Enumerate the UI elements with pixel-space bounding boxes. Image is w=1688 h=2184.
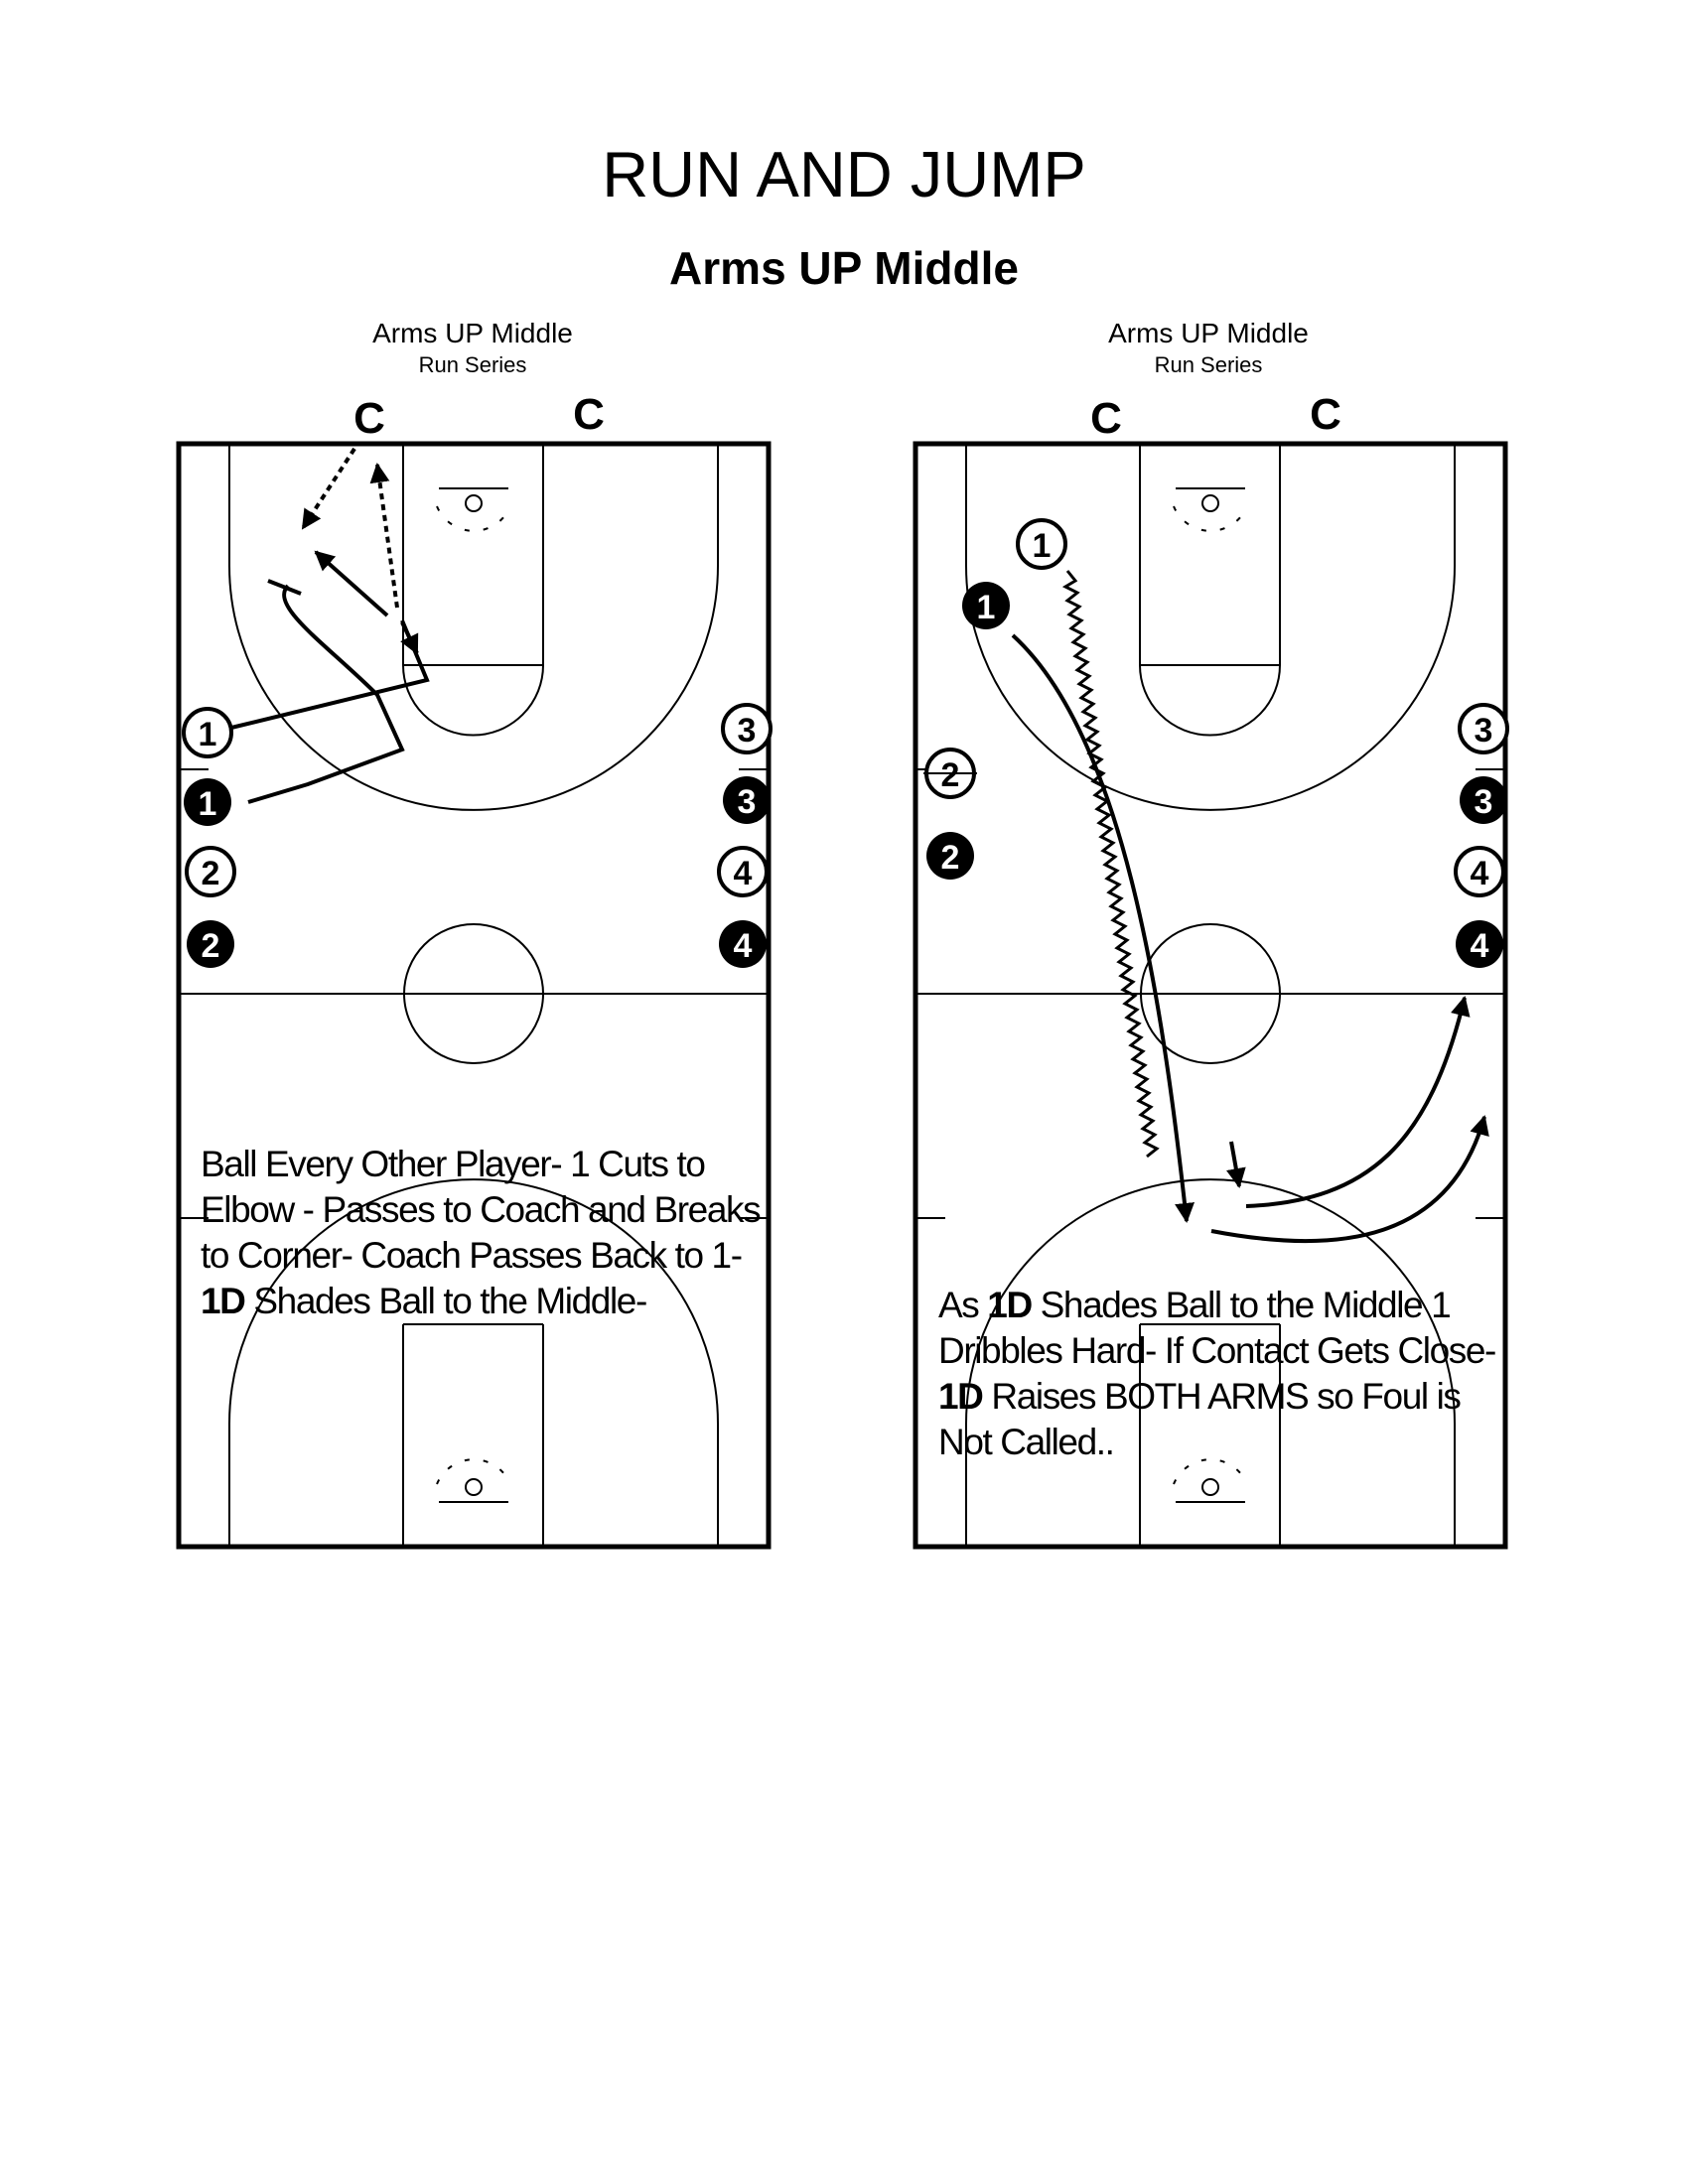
svg-text:1: 1 bbox=[198, 785, 217, 823]
court-2-paths bbox=[1013, 571, 1484, 1241]
svg-text:4: 4 bbox=[733, 855, 753, 892]
svg-text:2: 2 bbox=[201, 855, 220, 892]
svg-text:4: 4 bbox=[733, 927, 753, 965]
player-2-defense bbox=[926, 832, 974, 880]
diagram-2-title: Arms UP Middle bbox=[1108, 318, 1309, 348]
svg-text:1: 1 bbox=[976, 589, 996, 626]
page-subtitle: Arms UP Middle bbox=[669, 242, 1019, 294]
court-2-players bbox=[923, 520, 1507, 968]
player-4-defense bbox=[1456, 920, 1503, 968]
svg-text:1: 1 bbox=[198, 716, 217, 753]
svg-text:3: 3 bbox=[1474, 783, 1493, 821]
player-1-offense bbox=[1018, 520, 1065, 568]
svg-text:2: 2 bbox=[940, 839, 960, 877]
svg-text:3: 3 bbox=[737, 783, 757, 821]
coach-marker-right: C bbox=[573, 390, 605, 439]
player-3-defense bbox=[1460, 776, 1507, 824]
player-2-offense bbox=[923, 750, 977, 797]
svg-text:2: 2 bbox=[201, 927, 220, 965]
svg-text:1: 1 bbox=[1032, 527, 1052, 565]
diagram-2-description: As 1D Shades Ball to the Middle 1 Dribbles Hard- If Contact Gets Close- 1D Raises BOTH ARMS so Foul is Not Called.. bbox=[938, 1285, 1495, 1462]
diagram-1-description: Ball Every Other Player- 1 Cuts to Elbow - Passes to Coach and Breaks to Corner- Coach Passes Back to 1- 1D Shades Ball to the Middle- bbox=[201, 1144, 761, 1321]
diagram-1-title: Arms UP Middle bbox=[372, 318, 573, 348]
diagram-2-subtitle: Run Series bbox=[1154, 352, 1263, 377]
player-1-defense bbox=[962, 582, 1010, 629]
svg-text:2: 2 bbox=[940, 756, 960, 794]
diagram-1-subtitle: Run Series bbox=[418, 352, 527, 377]
svg-text:4: 4 bbox=[1470, 855, 1489, 892]
player-4-offense bbox=[1456, 848, 1503, 895]
page-title: RUN AND JUMP bbox=[602, 138, 1086, 210]
coach-marker-right: C bbox=[1310, 390, 1341, 439]
svg-text:3: 3 bbox=[737, 712, 757, 750]
svg-text:3: 3 bbox=[1474, 712, 1493, 750]
svg-text:4: 4 bbox=[1470, 927, 1489, 965]
player-3-offense bbox=[1460, 705, 1507, 752]
coach-marker-left: C bbox=[1090, 394, 1122, 443]
coach-marker-left: C bbox=[353, 394, 385, 443]
